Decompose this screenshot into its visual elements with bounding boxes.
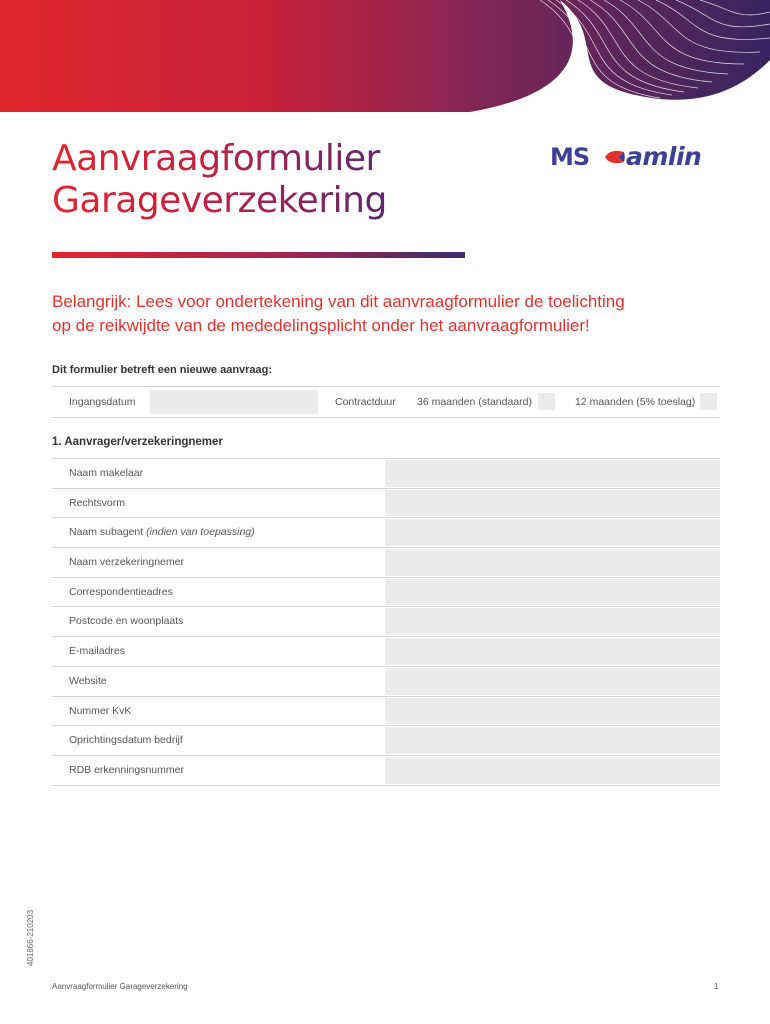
field-label: Naam subagent (indien van toepassing) [69, 526, 255, 539]
table-row [52, 548, 720, 578]
website-input[interactable] [385, 668, 720, 695]
applicant-fields-table [52, 458, 720, 786]
option-36-months-checkbox[interactable] [538, 393, 555, 410]
contract-row [52, 386, 720, 418]
msamlin-logo [550, 142, 720, 172]
header-banner [0, 0, 770, 112]
footer-document-name: Aanvraagformulier Garageverzekering [52, 982, 188, 991]
option-12-months-label: 12 maanden (5% toeslag) [575, 396, 696, 408]
logo-ms-text: MS [550, 143, 590, 171]
notice-line-2: op de reikwijdte van de mededelingsplicht onder het aanvraagformulier! [52, 316, 590, 335]
field-label: Postcode en woonplaats [69, 615, 184, 628]
field-label: Naam makelaar [69, 467, 144, 479]
option-36-months-label: 36 maanden (standaard) [417, 396, 532, 408]
field-label: Rechtsvorm [69, 496, 126, 509]
kvk-number-input[interactable] [385, 698, 720, 725]
postcode-city-input[interactable] [385, 608, 720, 635]
legal-form-input[interactable] [385, 490, 720, 517]
logo-mark-icon [603, 148, 625, 166]
form-intro-label: Dit formulier betreft een nieuwe aanvraag: [52, 364, 273, 376]
subagent-name-input[interactable] [385, 519, 720, 546]
field-label: Naam verzekeringnemer [69, 556, 184, 569]
table-row [52, 667, 720, 697]
broker-name-input[interactable] [385, 460, 720, 487]
title-line-1: Aanvraagformulier [52, 138, 380, 179]
section-1-title: 1. Aanvrager/verzekeringnemer [52, 436, 223, 448]
rdb-number-input[interactable] [385, 757, 720, 784]
field-label: Correspondentieadres [69, 585, 173, 598]
founding-date-input[interactable] [385, 727, 720, 754]
table-row [52, 489, 720, 519]
title-divider [52, 252, 465, 258]
field-label: RDB erkenningsnummer [69, 763, 184, 776]
table-row [52, 697, 720, 727]
field-label: E-mailadres [69, 645, 126, 658]
start-date-input[interactable] [150, 390, 318, 414]
table-row [52, 578, 720, 608]
page-title [52, 138, 387, 222]
policyholder-name-input[interactable] [385, 549, 720, 576]
table-row [52, 726, 720, 756]
important-notice [52, 290, 732, 338]
contract-duration-label: Contractduur [335, 396, 396, 408]
table-row [52, 607, 720, 637]
title-line-2: Garageverzekering [52, 180, 387, 221]
start-date-label: Ingangsdatum [69, 396, 136, 408]
table-row [52, 458, 720, 489]
document-code: 401866-210203 [26, 909, 35, 966]
banner-graphic [0, 0, 770, 112]
table-row [52, 518, 720, 548]
field-label: Oprichtingsdatum bedrijf [69, 734, 183, 747]
email-input[interactable] [385, 638, 720, 665]
table-row [52, 756, 720, 786]
footer-page-number: 1 [714, 982, 719, 991]
logo-amlin-text: amlin [626, 142, 702, 171]
field-label: Nummer KvK [69, 704, 132, 717]
field-label: Website [69, 674, 107, 687]
table-row [52, 637, 720, 667]
option-12-months-checkbox[interactable] [700, 393, 717, 410]
correspondence-address-input[interactable] [385, 579, 720, 606]
notice-line-1: Belangrijk: Lees voor ondertekening van dit aanvraagformulier de toelichting [52, 292, 625, 311]
